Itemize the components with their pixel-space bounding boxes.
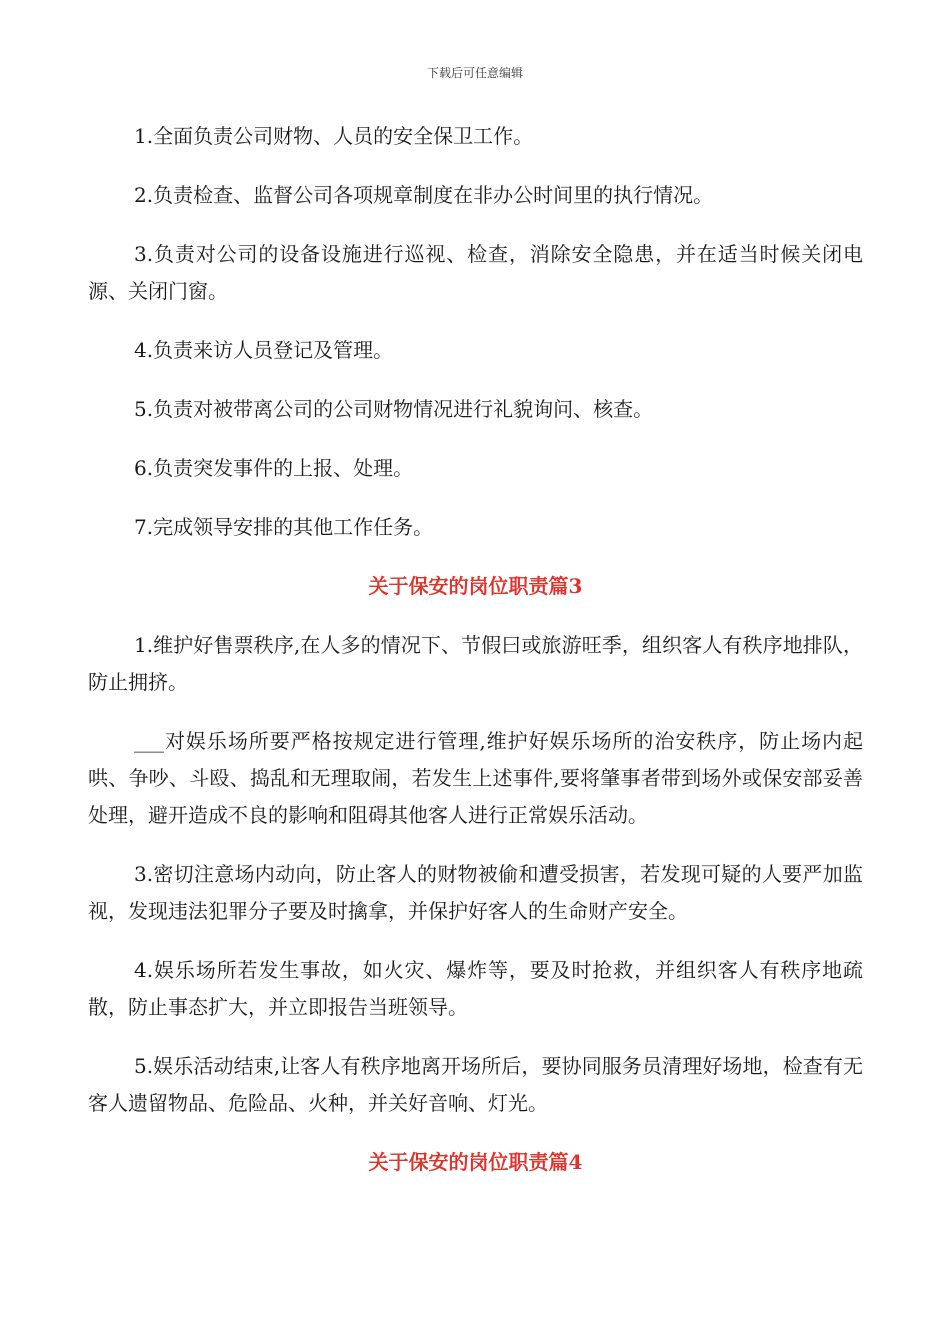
section-3-title: 关于保安的岗位职责篇3 bbox=[368, 574, 583, 598]
duty-item-5: 5.负责对被带离公司的公司财物情况进行礼貌询问、核查。 bbox=[134, 397, 654, 421]
duty-item-7: 7.完成领导安排的其他工作任务。 bbox=[134, 515, 434, 539]
duty-item-2: 2.负责检查、监督公司各项规章制度在非办公时间里的执行情况。 bbox=[134, 183, 714, 207]
section-3-item-2: ___对娱乐场所要严格按规定进行管理,维护好娱乐场所的治安秩序，防止场内起哄、争吵、斗殴、捣乱和无理取闹，若发生上述事件,要将肇事者带到场外或保安部妥善处理，避开造成不良的影响和阻碍其他客人进行正常娱乐活动。 bbox=[88, 729, 863, 827]
duty-item-3: 3.负责对公司的设备设施进行巡视、检查，消除安全隐患，并在适当时候关闭电源、关闭门窗。 bbox=[88, 242, 863, 303]
section-3-item-4: 4.娱乐场所若发生事故，如火灾、爆炸等，要及时抢救，并组织客人有秩序地疏散，防止事态扩大，并立即报告当班领导。 bbox=[88, 958, 863, 1019]
duty-item-1: 1.全面负责公司财物、人员的安全保卫工作。 bbox=[134, 124, 534, 148]
duty-item-4: 4.负责来访人员登记及管理。 bbox=[134, 338, 394, 362]
section-4-title: 关于保安的岗位职责篇4 bbox=[368, 1150, 583, 1174]
header-note: 下载后可任意编辑 bbox=[426, 66, 523, 80]
section-3-item-1: 1.维护好售票秩序,在人多的情况下、节假曰或旅游旺季，组织客人有秩序地排队，防止拥挤。 bbox=[88, 633, 863, 694]
section-3-item-3: 3.密切注意场内动向，防止客人的财物被偷和遭受损害，若发现可疑的人要严加监视，发现违法犯罪分子要及时擒拿，并保护好客人的生命财产安全。 bbox=[88, 862, 863, 923]
section-3-item-5: 5.娱乐活动结束,让客人有秩序地离开场所后，要协同服务员清理好场地，检查有无客人遗留物品、危险品、火种，并关好音响、灯光。 bbox=[88, 1054, 863, 1115]
document-body bbox=[88, 118, 863, 1203]
duty-item-6: 6.负责突发事件的上报、处理。 bbox=[134, 456, 414, 480]
